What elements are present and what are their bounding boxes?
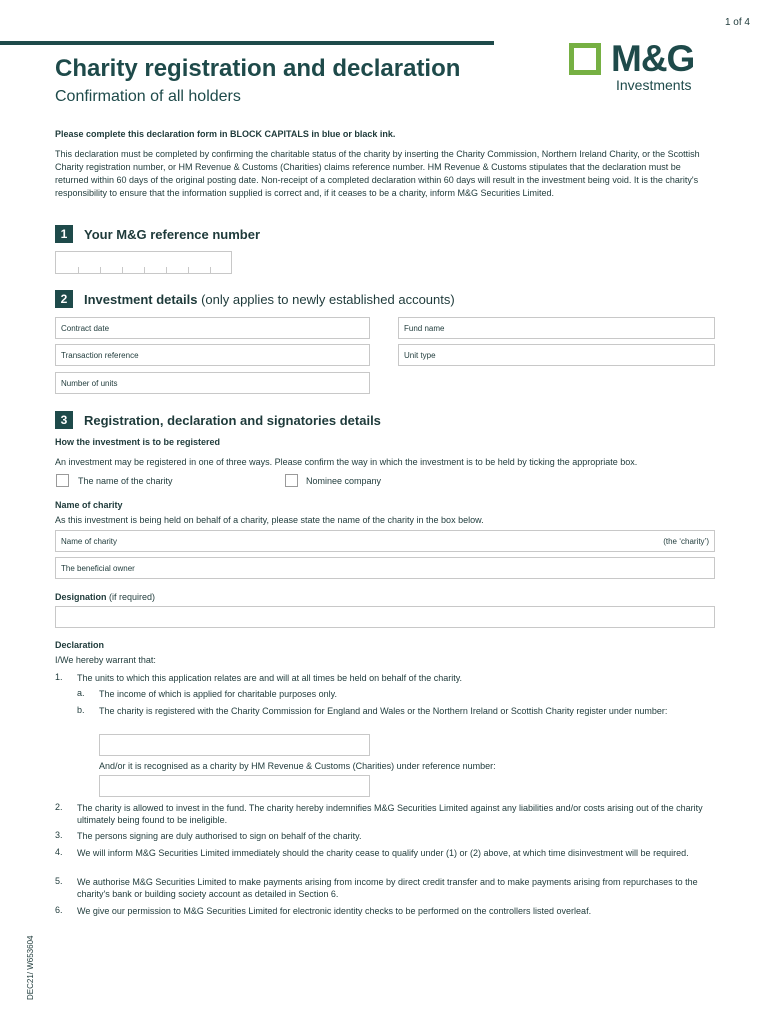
form-code: DEC21/ W653604 <box>26 935 35 1000</box>
section1-number: 1 <box>55 225 73 243</box>
beneficial-owner-field[interactable]: The beneficial owner <box>55 557 715 579</box>
designation-field[interactable] <box>55 606 715 628</box>
item2-number: 2. <box>55 802 63 812</box>
mg-logo <box>567 38 717 97</box>
section2-heading <box>84 292 455 307</box>
item4-number: 4. <box>55 847 63 857</box>
how-registered-heading: How the investment is to be registered <box>55 437 221 447</box>
charity-name-field[interactable] <box>55 530 715 552</box>
item1a-text: The income of which is applied for charitable purposes only. <box>99 689 337 699</box>
transaction-reference-field[interactable]: Transaction reference <box>55 344 370 366</box>
item1-number: 1. <box>55 672 63 682</box>
item6-text: We give our permission to M&G Securities Limited for electronic identity checks to be performed on the controllers listed overleaf. <box>77 906 592 916</box>
item1b-text: The charity is registered with the Charity Commission for England and Wales or the Northern Ireland or Scottish Charity register under number: <box>99 706 668 716</box>
section2-title: Investment details <box>84 292 198 307</box>
section3-title: Registration, declaration and signatories details <box>84 413 381 428</box>
name-of-charity-heading: Name of charity <box>55 500 123 510</box>
item1a-letter: a. <box>77 688 85 698</box>
charity-name-field-label: Name of charity <box>61 537 118 546</box>
declaration-heading: Declaration <box>55 640 105 650</box>
instructions-note: Please complete this declaration form in BLOCK CAPITALS in blue or black ink. <box>55 129 396 139</box>
section3-number: 3 <box>55 411 73 429</box>
name-of-charity-text: As this investment is being held on behalf of a charity, please state the name of the charity in the box below. <box>55 515 484 525</box>
number-of-units-field[interactable]: Number of units <box>55 372 370 394</box>
item1b-alt-text: And/or it is recognised as a charity by HM Revenue & Customs (Charities) under reference number: <box>99 761 496 771</box>
item2-text: The charity is allowed to invest in the fund. The charity hereby indemnifies M&G Securities Limited against any liabilities and/or costs arising out of the charity ultimately being found to be ineligible. <box>77 803 703 825</box>
how-registered-text: An investment may be registered in one of three ways. Please confirm the way in which the investment is to be held by ticking the appropriate box. <box>55 457 638 467</box>
fund-name-field[interactable]: Fund name <box>398 317 715 339</box>
item5-text: We authorise M&G Securities Limited to make payments arising from income by direct credit transfer and to make payments arising from repurchases to the charity's bank or building society account as detailed in Section 6. <box>77 877 698 899</box>
logo-brand: M&G <box>611 38 695 79</box>
item3-text: The persons signing are duly authorised to sign on behalf of the charity. <box>77 831 362 841</box>
contract-date-field[interactable]: Contract date <box>55 317 370 339</box>
unit-type-field[interactable]: Unit type <box>398 344 715 366</box>
reference-number-input[interactable] <box>55 251 232 274</box>
intro-paragraph: This declaration must be completed by confirming the charitable status of the charity by inserting the Charity Commission, Northern Ireland Charity, or the Scottish Charity registration number, or HM Revenue & Customs (Charities) claims reference number. HM Revenue & Customs stipulates that the declaration must be returned within 60 days of the original posting date. Non-receipt of a completed declaration within 60 days will result in the investment being void. It is the charity's responsibility to ensure that the information supplied is correct and, if it ceases to be a charity, inform M&G Securities Limited. <box>55 149 700 198</box>
charity-name-checkbox[interactable] <box>56 474 69 487</box>
section1-title: Your M&G reference number <box>84 227 261 242</box>
charity-register-number-field[interactable] <box>99 734 370 756</box>
charity-name-option-label: The name of the charity <box>78 476 173 486</box>
warrant-text: I/We hereby warrant that: <box>55 655 156 665</box>
item5-number: 5. <box>55 876 63 886</box>
page-number: 1 of 4 <box>724 17 750 28</box>
hmrc-reference-number-field[interactable] <box>99 775 370 797</box>
designation-label: Designation <box>55 592 107 602</box>
section2-subtitle: (only applies to newly established accounts) <box>201 292 455 307</box>
designation-note: (if required) <box>109 592 156 602</box>
nominee-company-option-label: Nominee company <box>306 476 382 486</box>
nominee-company-checkbox[interactable] <box>285 474 298 487</box>
item6-number: 6. <box>55 905 63 915</box>
page-title: Charity registration and declaration <box>55 55 461 82</box>
header-rule <box>0 41 494 45</box>
item1-text: The units to which this application relates are and will at all times be held on behalf of the charity. <box>77 673 463 683</box>
item3-number: 3. <box>55 830 63 840</box>
section2-number: 2 <box>55 290 73 308</box>
page-subtitle: Confirmation of all holders <box>55 88 241 105</box>
logo-sub: Investments <box>616 77 692 93</box>
item1b-letter: b. <box>77 705 85 715</box>
item4-text: We will inform M&G Securities Limited immediately should the charity cease to qualify under (1) or (2) above, at which time disinvestment will be required. <box>77 848 689 858</box>
designation-heading <box>55 592 155 602</box>
charity-name-suffix: (the ‘charity’) <box>663 537 709 546</box>
logo-square-icon <box>569 43 601 75</box>
